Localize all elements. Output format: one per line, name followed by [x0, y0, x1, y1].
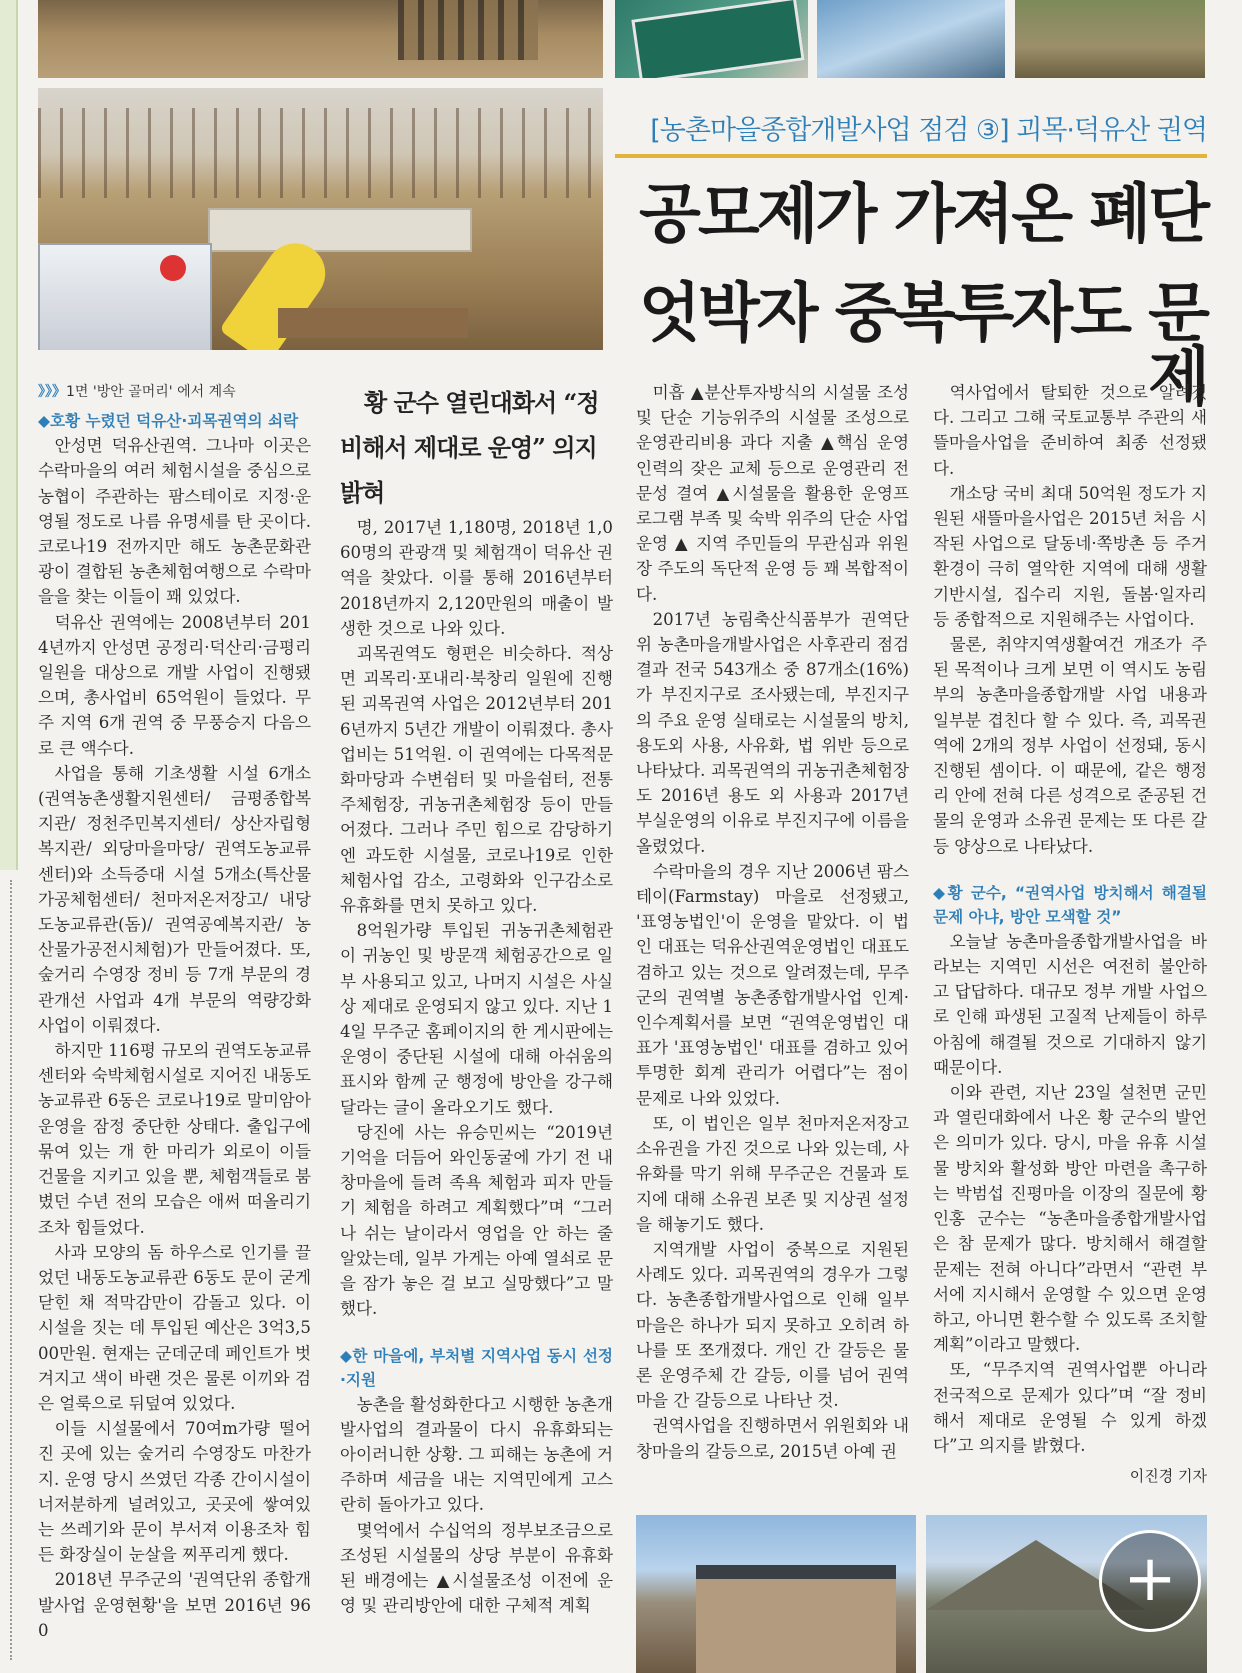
paragraph: 8억원가량 투입된 귀농귀촌체험관이 귀농인 및 방문객 체험공간으로 일부 사용되고 있고, 나머지 시설은 사실상 제대로 운영되지 않고 있다. 지난 14일 무주군 홈페이지의 한 게시판에는 운영이 중단된 시설에 대해 아쉬움의 표시와 함께 군 행정에 방안을 강구해 달라는 글이 올라오기도 했다.: [340, 921, 613, 1117]
article-column-3: [636, 380, 909, 1464]
continued-arrow: 》》》: [38, 384, 66, 400]
paragraph: 당진에 사는 유승민씨는 “2019년 기억을 더듬어 와인동굴에 가기 전 내창마을에 들려 족욕 체험과 피자 만들기 체험을 하려고 계획했다”며 “그러나 쉬는 날이라서 영업을 안 하는 줄 알았는데, 일부 가게는 아예 열쇠로 문을 잠가 놓은 걸 보고 실망했다”고 말했다.: [340, 1122, 613, 1319]
paragraph: 사과 모양의 돔 하우스로 인기를 끌었던 내동도농교류관 6동도 문이 굳게 닫힌 채 적막감만이 감돌고 있다. 이 시설을 짓는 데 투입된 예산은 3억3,500만원. 현재는 군데군데 페인트가 벗겨지고 색이 바랜 것은 물론 이끼와 검은 얼룩으로 뒤덮여 있었다.: [38, 1242, 311, 1413]
paragraph: 2017년 농림축산식품부가 권역단위 농촌마을개발사업은 사후관리 점검결과 전국 543개소 중 87개소(16%)가 부진지구로 조사됐는데, 부진지구의 주요 운영 실태로는 시설물의 방치, 용도외 사용, 사유화, 법 위반 등으로 나타났다. 괴목권역의 귀농귀촌체험장도 2016년 용도 외 사용과 2017년 부실운영의 이유로 부진지구에 이름을 올렸었다.: [636, 609, 909, 856]
subhead-3: ◆황 군수, “권역사업 방치해서 해결될 문제 아냐, 방안 모색할 것”: [933, 883, 1207, 926]
subhead-2: ◆한 마을에, 부처별 지역사업 동시 선정·지원: [340, 1346, 613, 1389]
article-column-1: [38, 380, 311, 1643]
photo-sign: [615, 0, 808, 78]
paragraph: 사업을 통해 기초생활 시설 6개소(권역농촌생활지원센터/ 금평종합복지관/ 정천주민복지센터/ 상산자립형복지관/ 외당마을마당/ 권역도농교류센터)와 소득증대 시설 5개소(특산물가공체험센터/ 천마저온저장고/ 내당도농교류관(돔)/ 권역공예복지관/ 농산물가공전시체험)가 만들어졌다. 또, 숲거리 수영장 정비 등 7개 부문의 경관개선 사업과 4개 부문의 역량강화 사업이 이뤄졌다.: [38, 763, 311, 1035]
photo-abandoned-facility: [38, 88, 603, 350]
paragraph: 미흡 ▲분산투자방식의 시설물 조성 및 단순 기능위주의 시설물 조성으로 운영관리비용 과다 지출 ▲핵심 운영인력의 잦은 교체 등으로 운영관리 전문성 결여 ▲시설물을 활용한 운영프로그램 부족 및 숙박 위주의 단순 사업 운영 ▲ 지역 주민들의 무관심과 위원장 주도의 독단적 운영 등 꽤 복합적이다.: [636, 383, 909, 604]
paragraph: 덕유산 권역에는 2008년부터 2014년까지 안성면 공정리·덕산리·금평리 일원을 대상으로 개발 사업이 진행됐으며, 총사업비 65억원이 들었다. 무주 지역 6개 권역 중 무풍승지 다음으로 큰 액수다.: [38, 612, 311, 758]
paragraph: 이와 관련, 지난 23일 설천면 군민과 열린대화에서 나온 황 군수의 발언은 의미가 있다. 당시, 마을 유휴 시설물 방치와 활성화 방안 마련을 촉구하는 박범섭 진평마을 이장의 질문에 황인홍 군수는 “농촌마을종합개발사업은 참 문제가 많다. 방치해서 해결할 문제는 전혀 아니다”라면서 “관련 부서에 지시해서 운영할 수 있으면 운영하고, 아니면 환수할 수 있도록 조치할 계획”이라고 말했다.: [933, 1083, 1207, 1355]
article-column-4: [933, 380, 1207, 1489]
page-edge-strip: [0, 0, 18, 870]
paragraph: 안성면 덕유산권역. 그나마 이곳은 수락마을의 여러 체험시설을 중심으로 농협이 주관하는 팜스테이로 지정·운영될 정도로 나름 유명세를 탄 곳이다. 코로나19 전까지만 해도 농촌문화관광이 결합된 농촌체험여행으로 수락마을을 찾는 이들이 꽤 있었다.: [38, 436, 311, 607]
paragraph: 지역개발 사업이 중복으로 지원된 사례도 있다. 괴목권역의 경우가 그렇다. 농촌종합개발사업으로 인해 일부 마을은 하나가 되지 못하고 오히려 하나를 또 쪼개졌다. 개인 간 갈등은 물론 운영주체 간 갈등, 이를 넘어 권역마을 간 갈등으로 나타난 것.: [636, 1239, 909, 1411]
cut-line: [10, 880, 12, 1660]
continued-note: [38, 380, 311, 405]
photo-dome-house: [636, 1515, 916, 1673]
paragraph: 역사업에서 탈퇴한 것으로 알려졌다. 그리고 그해 국토교통부 주관의 새뜰마을사업을 준비하여 최종 선정됐다.: [933, 383, 1207, 478]
kicker-rule: [615, 154, 1207, 158]
paragraph: 수락마을의 경우 지난 2006년 팜스테이(Farmstay) 마을로 선정됐고, '표영농법인'이 운영을 맡았다. 이 법인 대표는 덕유산권역운영법인 대표도 겸하고 있는 것으로 알려졌는데, 무주군의 권역별 농촌종합개발사업 인계·인수계획서를 보면 “권역운영법인 대표가 '표영농법인' 대표를 겸하고 있어 투명한 회계 관리가 어렵다”는 점이 문제로 나와 있었다.: [636, 861, 909, 1108]
paragraph: 권역사업을 진행하면서 위원회와 내창마을의 갈등으로, 2015년 아예 권: [636, 1416, 909, 1461]
photo-window: [817, 0, 1005, 78]
side-headline: 황 군수 열린대화서 “정비해서 제대로 운영” 의지 밝혀: [340, 388, 599, 507]
paragraph: 명, 2017년 1,180명, 2018년 1,060명의 관광객 및 체험객이 덕유산 권역을 찾았다. 이를 통해 2016년부터 2018년까지 2,120만원의 매출이 발생한 것으로 나와 있다.: [340, 518, 613, 638]
paragraph: 오늘날 농촌마을종합개발사업을 바라보는 지역민 시선은 여전히 불안하고 답답하다. 대규모 정부 개발 사업으로 인해 파생된 고질적 난제들이 하루아침에 해결될 것으로 기대하지 않기 때문이다.: [933, 931, 1207, 1077]
photo-dog: [1015, 0, 1205, 78]
paragraph: 개소당 국비 최대 50억원 정도가 지원된 새뜰마을사업은 2015년 처음 시작된 사업으로 달동네·쪽방촌 등 주거환경이 극히 열악한 지역에 대해 생활기반시설, 집수리 지원, 돌봄·일자리 등 종합적으로 지원해주는 사업이다.: [933, 483, 1207, 629]
paragraph: 하지만 116평 규모의 권역도농교류센터와 숙박체험시설로 지어진 내동도농교류관 6동은 코로나19로 말미암아 운영을 잠정 중단한 상태다. 출입구에 묶여 있는 개 한 마리가 외로이 이들 건물을 지키고 있을 뿐, 체험객들로 붐볐던 수년 전의 모습은 애써 떠올리기조차 힘들었다.: [38, 1041, 311, 1237]
article-kicker: [농촌마을종합개발사업 점검 ③] 괴목·덕유산 권역: [650, 115, 1207, 146]
headline-line-1: 공모제가 가져온 폐단: [639, 178, 1207, 252]
paragraph: 또, 이 법인은 일부 천마저온저장고 소유권을 가진 것으로 나와 있는데, 사유화를 막기 위해 무주군은 건물과 토지에 대해 소유권 보존 및 지상권 설정을 해놓기도 했다.: [636, 1113, 909, 1234]
paragraph: 물론, 취약지역생활여건 개조가 주된 목적이나 크게 보면 이 역시도 농림부의 농촌마을종합개발 사업 내용과 일부분 겹친다 할 수 있다. 즉, 괴목권역에 2개의 정부 사업이 선정돼, 동시 진행된 셈이다. 이 때문에, 같은 행정리 안에 전혀 다른 성격으로 준공된 건물의 운영과 소유권 문제는 또 다른 갈등 양상으로 나타났다.: [933, 635, 1207, 856]
headline-line-2: 엇박자 중복투자도 문제: [639, 277, 1207, 415]
subhead-1: ◆호황 누렸던 덕유산·괴목권역의 쇠락: [38, 412, 299, 431]
paragraph: 몇억에서 수십억의 정부보조금으로 조성된 시설물의 상당 부분이 유휴화된 배경에는 ▲시설물조성 이전에 운영 및 관리방안에 대한 구체적 계획: [340, 1520, 613, 1616]
article-column-2: [340, 380, 613, 1618]
paragraph: 괴목권역도 형편은 비슷하다. 적상면 괴목리·포내리·북창리 일원에 진행된 괴목권역 사업은 2012년부터 2016년까지 5년간 개발이 이뤄졌다. 총사업비는 51억원. 이 권역에는 다목적문화마당과 수변쉼터 및 마을쉼터, 전통주체험장, 귀농귀촌체험장 등이 만들어졌다. 그러나 주민 힘으로 감당하기엔 과도한 시설물, 코로나19로 인한 체험사업 감소, 고령화와 인구감소로 유휴화를 면치 못하고 있다.: [340, 644, 613, 916]
paragraph: 2018년 무주군의 '권역단위 종합개발사업 운영현황'을 보면 2016년 960: [38, 1570, 311, 1640]
zoom-in-button[interactable]: +: [1099, 1530, 1201, 1632]
paragraph: 농촌을 활성화한다고 시행한 농촌개발사업의 결과물이 다시 유휴화되는 아이러니한 상황. 그 피해는 농촌에 거주하며 세금을 내는 지역민에게 고스란히 돌아가고 있다.: [340, 1394, 613, 1515]
byline: 이진경 기자: [1129, 1467, 1207, 1486]
paragraph: 또, “무주지역 권역사업뿐 아니라 전국적으로 문제가 있다”며 “잘 정비해서 제대로 운영될 수 있게 하겠다”고 의지를 밝혔다.: [933, 1360, 1207, 1455]
paragraph: 이들 시설물에서 70여m가량 떨어진 곳에 있는 숲거리 수영장도 마찬가지. 운영 당시 쓰였던 각종 간이시설이 너저분하게 널려있고, 곳곳에 쌓여있는 쓰레기와 문이 부서져 이용조차 힘든 화장실이 눈살을 찌푸리게 했다.: [38, 1419, 311, 1565]
continued-text: 1면 '방안 골머리' 에서 계속: [66, 384, 236, 400]
photo-building-stairs: [38, 0, 603, 78]
